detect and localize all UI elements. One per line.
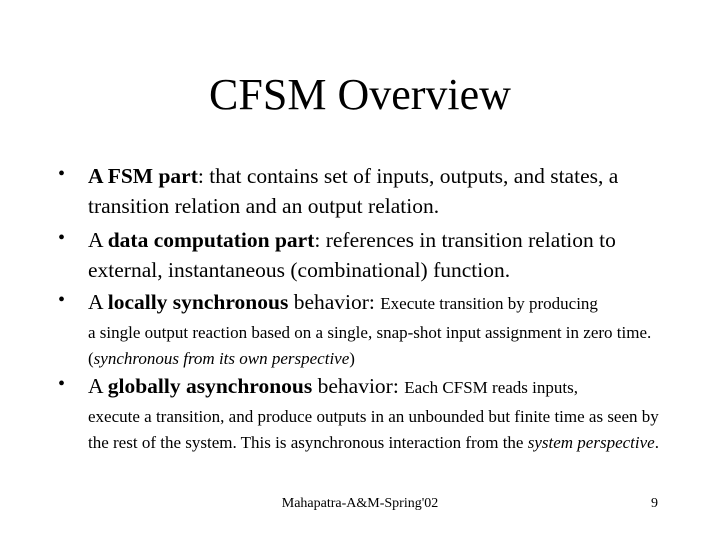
bullet-globally-asynchronous	[58, 371, 668, 455]
bullet-data-computation	[58, 225, 668, 285]
bullet-italic-text: synchronous from its own perspective	[93, 348, 350, 368]
bullet-prefix: A	[88, 374, 108, 398]
bullet-bold-term: data computation part	[107, 228, 315, 252]
bullet-dot: •	[58, 163, 66, 185]
bullet-italic-text: system perspective	[527, 432, 655, 452]
slide-footer: Mahapatra-A&M-Spring'02	[281, 496, 439, 511]
bullet-fsm-part	[58, 161, 668, 221]
bullet-continuation	[88, 404, 663, 455]
bullet-bold-term: globally asynchronous	[107, 374, 313, 398]
bullet-mid: behavior:	[312, 374, 405, 398]
bullet-end: )	[349, 348, 355, 368]
bullet-mid: behavior:	[288, 290, 381, 314]
page-number: 9	[651, 496, 658, 511]
bullet-text	[88, 371, 668, 403]
bullet-end: .	[654, 432, 659, 452]
bullet-prefix: A	[88, 290, 108, 314]
bullet-prefix: A	[88, 228, 108, 252]
bullet-continuation	[88, 320, 663, 371]
bullet-dot: •	[58, 373, 66, 395]
bullet-dot: •	[58, 227, 66, 249]
bullet-body: : references in transition relation to external, instantaneous (combinational) function.	[88, 228, 616, 282]
bullet-dot: •	[58, 289, 66, 311]
bullet-locally-synchronous	[58, 287, 668, 371]
bullet-cont-text: a single output reaction based on a single, snap-shot input assignment in zero time. (	[88, 323, 652, 368]
bullet-bold-term: A FSM part	[88, 164, 198, 188]
bullet-text	[88, 225, 668, 285]
bullet-text	[88, 161, 668, 221]
bullet-body: : that contains set of inputs, outputs, and states, a transition relation and an output relation.	[88, 164, 619, 218]
bullet-text	[88, 287, 668, 319]
bullet-cont-text: execute a transition, and produce outputs in an unbounded but finite time as seen by the rest of the system. This is asynchronous interaction from the	[88, 407, 659, 452]
bullet-small-text: Each CFSM reads inputs,	[404, 378, 578, 397]
bullet-small-text: Execute transition by producing	[380, 294, 598, 313]
bullet-bold-term: locally synchronous	[107, 290, 289, 314]
slide-title: CFSM Overview	[209, 70, 511, 119]
